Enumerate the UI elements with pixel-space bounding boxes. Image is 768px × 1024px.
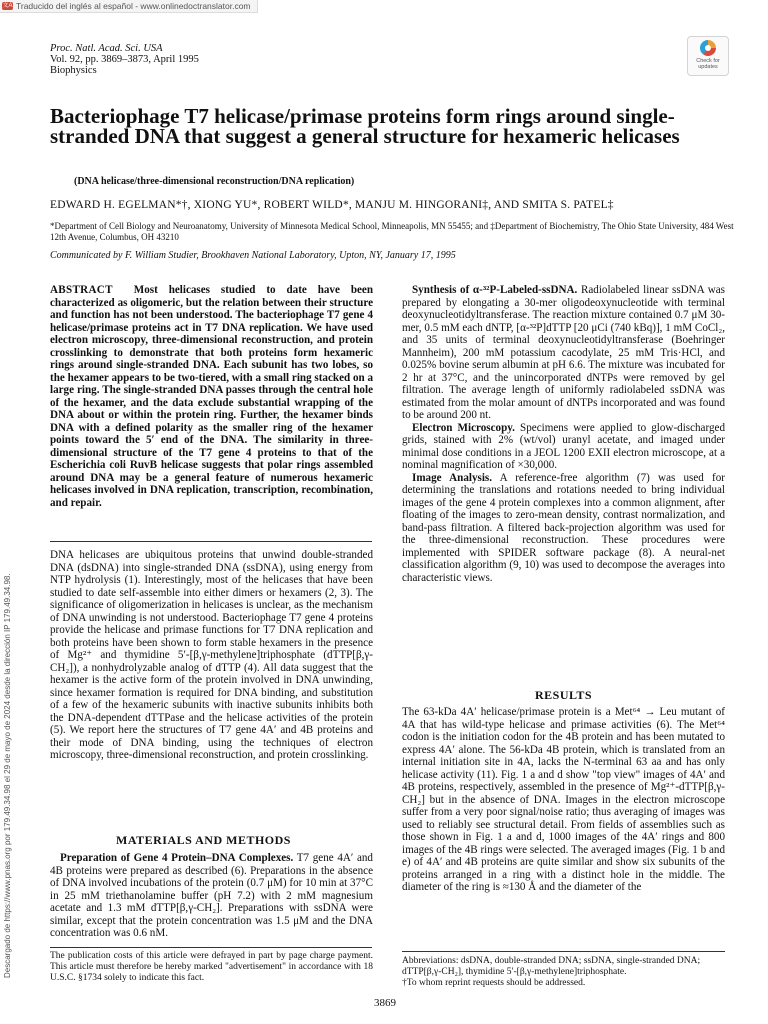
- introduction: [50, 549, 373, 762]
- image-analysis-text: A reference-free algorithm (7) was used for determining the translations and rotations needed to bring individual images of the gene 4 protein complexes into a common alignment, after floating of the images to zero-mean density, contrast normalization, and band-pass filtration. A filtered back-projection algorithm was used for the three-dimensional reconstruction. These procedures were implemented with SPIDER software package (8). A neural-net classification algorithm (9, 10) was used to decompose the averages into characteristic views.: [402, 471, 725, 584]
- badge-line-2: updates: [698, 64, 718, 70]
- authors: EDWARD H. EGELMAN*†, XIONG YU*, ROBERT WILD*, MANJU M. HINGORANI‡, AND SMITA S. PATEL‡: [50, 199, 614, 211]
- journal-name: Proc. Natl. Acad. Sci. USA: [50, 43, 163, 54]
- translate-icon: 文A: [2, 3, 13, 9]
- abstract-divider: [50, 541, 372, 542]
- badge-line-1: Check for: [696, 58, 720, 64]
- journal-header: [50, 43, 199, 76]
- image-analysis-heading: Image Analysis.: [412, 471, 493, 484]
- abstract: [50, 284, 373, 509]
- affiliations: *Department of Cell Biology and Neuroanatomy, University of Minnesota Medical School, Minneapolis, MN 55455; and ‡Department of Biochemistry, The Ohio State University, 484 West 12th Avenue, Columbus, OH 43210: [50, 221, 734, 242]
- reprint-note: †To whom reprint requests should be addressed.: [402, 978, 586, 988]
- prep-heading: Preparation of Gene 4 Protein–DNA Complexes.: [60, 852, 294, 864]
- methods-continued: [402, 284, 725, 584]
- intro-paragraph: DNA helicases are ubiquitous proteins that unwind double-stranded DNA (dsDNA) into single-stranded DNA (ssDNA), using energy from NTP hydrolysis (1). Interestingly, most of the helicases that have been studied to date self-assemble into either dimers or hexamers (2, 3). The significance of oligomerization in helicases is unclear, as the mechanism of DNA unwinding is not understood. Bacteriophage T7 gene 4 proteins provide the helicase and primase functions for T7 DNA replication and both proteins have been shown to form stable hexamers in the presence of Mg²⁺ and thymidine 5′-[β,γ-methylene]triphosphate (dTTP[β,γ-CH₂]), a nonhydrolyzable analog of dTTP (4). All data suggest that the hexamer is the active form of the protein involved in DNA unwinding, since hexamer formation is required for DNA binding, and substitution of a few of the hexameric subunits with inactive subunits inhibits both the DNA-dependent dTTPase and the helicase activities of the protein (5). We report here the structures of T7 gene 4A′ and 4B proteins and their mode of DNA binding, using the techniques of electron microscopy, three-dimensional reconstruction, and protein crosslinking.: [50, 549, 373, 761]
- translation-banner[interactable]: [0, 0, 258, 13]
- abstract-heading: ABSTRACT: [50, 284, 113, 296]
- em-heading: Electron Microscopy.: [412, 421, 515, 434]
- journal-volume: Vol. 92, pp. 3869–3873, April 1995: [50, 54, 199, 65]
- communicated-by: Communicated by F. William Studier, Brookhaven National Laboratory, Upton, NY, January 17, 1995: [50, 250, 456, 261]
- results: [402, 706, 725, 894]
- results-heading: RESULTS: [535, 688, 593, 702]
- translation-banner-text[interactable]: Traducido del inglés al español - www.onlinedoctranslator.com: [16, 1, 251, 11]
- publication-cost-note: The publication costs of this article were defrayed in part by page charge payment. This article must therefore be hereby marked "advertisement" in accordance with 18 U.S.C. §1734 solely to indicate this fact.: [50, 951, 373, 983]
- download-note: Descargado de https://www.pnas.org por 179.49.34.98 el 29 de mayo de 2024 desde la dirección IP 179.49.34.98.: [3, 573, 12, 978]
- prep-text: T7 gene 4A′ and 4B proteins were prepared as described (6). Preparations in the absence of DNA involved incubations of the protein (0.7 μM) for 10 min at 37°C in 25 mM triethanolamine buffer (pH 7.2) with 2 mM magnesium acetate and 1.3 mM dTTP[β,γ-CH₂]. Preparations with ssDNA were similar, except that the protein concentration was 1.5 μM and the DNA concentration was 0.6 nM.: [50, 852, 373, 939]
- synthesis-text: Radiolabeled linear ssDNA was prepared by elongating a 30-mer oligodeoxynucleotide with terminal deoxynucleotidyltransferase. The reaction mixture contained 0.7 μM 30-mer, 0.5 mM each dNTP, [α-³²P]dTTP [20 μCi (740 kBq)], 1 mM CoCl₂, and 35 units of terminal deoxynucleotidyltransferase (Boehringer Mannheim), 200 mM potassium cacodylate, 25 mM Tris·HCl, and 0.025% bovine serum albumin at pH 6.6. The mixture was incubated for 2 hr at 37°C, and the unincorporated dNTPs were removed by gel filtration. The average length of uniformly radiolabeled ssDNA was estimated from the molar amount of dNTPs incorporated and was found to be around 200 nt.: [402, 284, 725, 421]
- methods-heading: MATERIALS AND METHODS: [116, 833, 291, 847]
- results-text: The 63-kDa 4A′ helicase/primase protein is a Met⁶⁴ → Leu mutant of 4A that has wild-type helicase and primase activities (6). The Met⁶⁴ codon is the initiation codon for the 4B protein and has been mutated to express 4A′ alone. The 56-kDa 4B protein, which is translated from an internal initiation site in 4A, lacks the N-terminal 63 aa and has only helicase activity (11). Fig. 1 a and d show "top view" images of 4A′ and 4B proteins, respectively, assembled in the presence of Mg²⁺-dTTP[β,γ-CH₂] but in the absence of DNA. Images in the electron microscope suffer from a very poor signal/noise ratio; thus averaging of images was used to reliably see structural detail. From fields of assemblies such as those shown in Fig. 1 a and d, 1000 images of the 4A′ rings and 800 images of the 4B rings were selected. The averaged images (Fig. 1 b and e) of 4A′ and 4B proteins are quite similar and show six subunits of the proteins arranged in a ring with a distinct hole in the middle. The diameter of the ring is ≈130 Å and the diameter of the: [402, 706, 725, 893]
- abbreviations-footnote: [402, 956, 725, 989]
- abstract-text: Most helicases studied to date have been characterized as oligomeric, but the relation between their structure and function has not been understood. The bacteriophage T7 gene 4 helicase/primase proteins act in T7 DNA replication. We have used electron microscopy, three-dimensional reconstruction, and protein crosslinking to demonstrate that both proteins form hexameric rings around single-stranded DNA. Each subunit has two lobes, so the hexamer appears to be two-tiered, with a small ring stacked on a large ring. The single-stranded DNA passes through the central hole of the hexamer, and the data exclude substantial wrapping of the DNA about or within the protein ring. Further, the hexamer binds DNA with a defined polarity as the smaller ring of the hexamer points toward the 5′ end of the DNA. The similarity in three-dimensional structure of the T7 gene 4 proteins to that of the Escherichia coli RuvB helicase suggests that polar rings assembled around DNA may be a general feature of numerous hexameric helicases involved in DNA replication, transcription, recombination, and repair.: [50, 284, 374, 509]
- synthesis-heading: Synthesis of α-³²P-Labeled-ssDNA.: [412, 284, 578, 296]
- article-title: Bacteriophage T7 helicase/primase proteins form rings around single-stranded DNA that suggest a general structure for hexameric helicases: [50, 104, 680, 148]
- check-updates-icon: [700, 40, 716, 56]
- em-text: Specimens were applied to glow-discharged grids, stained with 2% (wt/vol) uranyl acetate, and imaged under minimal dose conditions in a JEOL 1200 EXII electron microscope, at a nominal magnification of ×30,000.: [402, 421, 725, 471]
- check-for-updates-button[interactable]: [687, 36, 729, 76]
- footnote-divider-right: [402, 951, 725, 952]
- footnote-divider-left: [50, 947, 372, 948]
- keywords: (DNA helicase/three-dimensional reconstruction/DNA replication): [74, 176, 355, 187]
- page-number: 3869: [374, 997, 396, 1009]
- journal-section: Biophysics: [50, 65, 97, 76]
- abbreviations: Abbreviations: dsDNA, double-stranded DNA; ssDNA, single-stranded DNA; dTTP[β,γ-CH₂], thymidine 5′-[β,γ-methylene]triphosphate.: [402, 956, 701, 977]
- methods-prep: [50, 852, 373, 940]
